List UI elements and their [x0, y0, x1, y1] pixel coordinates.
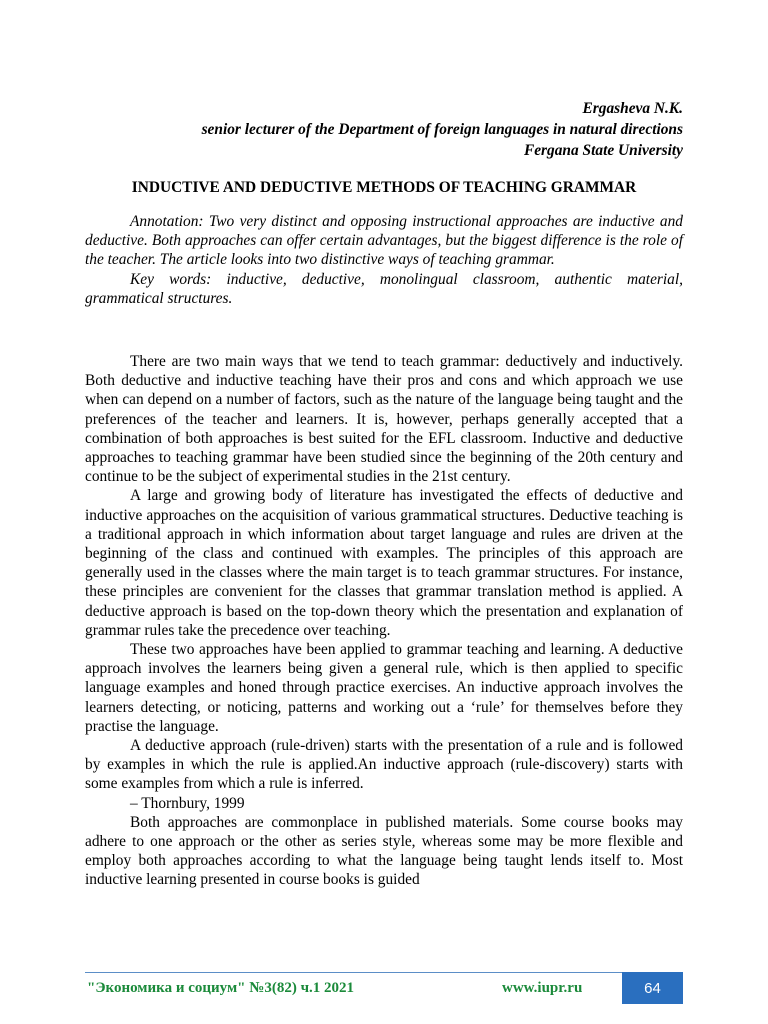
page-number-badge: 64 [622, 972, 683, 1004]
article-body [85, 352, 683, 890]
body-paragraph: Both approaches are commonplace in published materials. Some course books may adhere to one approach or the other as series style, whereas some may be more flexible and employ both approaches according to what the language being taught lends itself to. Most inductive learning presented in course books is guided [85, 813, 683, 889]
keywords-text: Key words: inductive, deductive, monolingual classroom, authentic material, grammatical structures. [85, 270, 683, 307]
annotation-block [85, 212, 683, 308]
author-institution: Fergana State University [523, 142, 683, 159]
body-paragraph: There are two main ways that we tend to teach grammar: deductively and inductively. Both deductive and inductive teaching have their pros and cons and which approach we use when can depend on a number of factors, such as the nature of the language being taught and the preferences of the teacher and learners. It is, however, perhaps generally accepted that a combination of both approaches is best suited for the EFL classroom. Inductive and deductive approaches to teaching grammar have been studied since the beginning of the 20th century and continue to be the subject of experimental studies in the 21st century. [85, 353, 683, 486]
annotation-text: Annotation: Two very distinct and opposing instructional approaches are inductive and deductive. Both approaches can offer certain advantages, but the biggest difference is the role of the teacher. The article looks into two distinctive ways of teaching grammar. [85, 213, 683, 269]
body-paragraph: These two approaches have been applied to grammar teaching and learning. A deductive approach involves the learners being given a general rule, which is then applied to specific language examples and honed through practice exercises. An inductive approach involves the learners detecting, or noticing, patterns and working out a ‘rule’ for themselves before they practise the language. [85, 641, 683, 735]
body-paragraph: A large and growing body of literature has investigated the effects of deductive and inductive approaches on the acquisition of various grammatical structures. Deductive teaching is a traditional approach in which information about target language and rules are driven at the beginning of the class and continued with examples. The principles of this approach are generally used in the classes where the main target is to teach grammar structures. For instance, these principles are convenient for the classes that grammar translation method is applied. A deductive approach is based on the top-down theory which the presentation and explanation of grammar rules take the precedence over teaching. [85, 487, 683, 639]
author-name: Ergasheva N.K. [582, 100, 683, 117]
footer-divider [85, 972, 622, 973]
body-paragraph: A deductive approach (rule-driven) starts with the presentation of a rule and is followed by examples in which the rule is applied.An inductive approach (rule-discovery) starts with some examples from which a rule is inferred. [85, 737, 683, 793]
footer-url-link[interactable]: www.iupr.ru [502, 980, 583, 996]
author-position: senior lecturer of the Department of foreign languages in natural directions [201, 121, 683, 138]
article-title: INDUCTIVE AND DEDUCTIVE METHODS OF TEACHING GRAMMAR [131, 179, 637, 196]
footer-journal: "Экономика и социум" №3(82) ч.1 2021 [87, 980, 355, 996]
citation: – Thornbury, 1999 [130, 794, 245, 812]
author-block [85, 98, 683, 161]
